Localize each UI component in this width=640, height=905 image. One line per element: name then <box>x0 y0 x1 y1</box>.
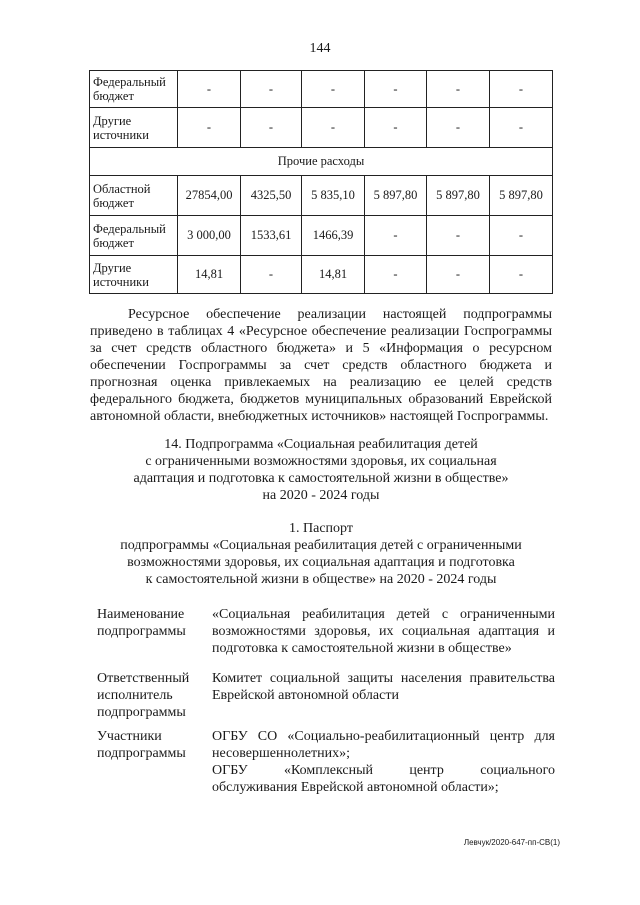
participant-word: социального <box>480 763 555 778</box>
participant-line: обслуживания Еврейской автономной области»; <box>212 780 499 795</box>
section-heading <box>90 436 552 504</box>
table-cell: 5 897,80 <box>427 176 490 216</box>
table-cell: - <box>490 71 553 108</box>
table-cell: 5 897,80 <box>490 176 553 216</box>
table-cell: 1533,61 <box>241 216 302 256</box>
table-row <box>90 71 553 108</box>
table-cell: - <box>178 71 241 108</box>
table-row <box>90 256 553 294</box>
table-cell: - <box>490 256 553 294</box>
table-section-row <box>90 148 553 176</box>
table-cell: 3 000,00 <box>178 216 241 256</box>
participant-line: ОГБУ СО «Социально-реабилитационный центр для несовершеннолетних»; <box>212 729 555 761</box>
subtitle-line: к самостоятельной жизни в обществе» на 2020 - 2024 годы <box>145 572 497 587</box>
footer-code: Левчук/2020-647-пп-СВ(1) <box>463 838 560 847</box>
table-cell: - <box>365 216 427 256</box>
heading-line: адаптация и подготовка к самостоятельной жизни в обществе» <box>133 471 509 486</box>
participant-line <box>212 762 555 779</box>
row-label: Областной бюджет <box>90 176 178 216</box>
table-cell: - <box>241 256 302 294</box>
table-cell: - <box>490 216 553 256</box>
table-cell: - <box>365 108 427 148</box>
heading-line: с ограниченными возможностями здоровья, их социальная <box>145 454 497 469</box>
table-cell: - <box>427 216 490 256</box>
budget-table <box>89 70 553 294</box>
table-cell: - <box>178 108 241 148</box>
resource-paragraph: Ресурсное обеспечение реализации настоящей подпрограммы приведено в таблицах 4 «Ресурсное обеспечение реализации Госпрограммы за счет средств областного бюджета» и 5 «Информация о ресурсном обеспечении Госпрограммы за счет средств областного бюджета и прогнозная оценка привлекаемых на реализацию ее целей средств федерального бюджета, бюджетов муниципальных образований Еврейской автономной области, внебюджетных источников» настоящей Госпрограммы. <box>90 307 552 424</box>
table-cell: 5 835,10 <box>302 176 365 216</box>
table-cell: - <box>427 71 490 108</box>
table-cell: - <box>302 108 365 148</box>
table-cell: - <box>365 71 427 108</box>
table-row <box>90 216 553 256</box>
table-cell: - <box>427 108 490 148</box>
row-label: Федеральный бюджет <box>90 71 178 108</box>
passport-value: Комитет социальной защиты населения правительства Еврейской автономной области <box>212 671 555 703</box>
passport-key: Ответственный исполнитель подпрограммы <box>97 671 190 720</box>
passport-value: «Социальная реабилитация детей с ограниченными возможностями здоровья, их социальная адаптация и подготовка к самостоятельной жизни в обществе» <box>212 607 555 656</box>
row-label: Другие источники <box>90 108 178 148</box>
table-cell: 4325,50 <box>241 176 302 216</box>
table-cell: 14,81 <box>178 256 241 294</box>
participant-word: ОГБУ <box>212 763 248 778</box>
participant-word: «Комплексный <box>284 763 373 778</box>
table-cell: 27854,00 <box>178 176 241 216</box>
table-cell: 1466,39 <box>302 216 365 256</box>
table-cell: - <box>241 71 302 108</box>
passport-value <box>212 728 555 796</box>
passport-key: Наименование подпрограммы <box>97 607 186 639</box>
table-cell: - <box>490 108 553 148</box>
row-label: Другие источники <box>90 256 178 294</box>
table-row <box>90 108 553 148</box>
passport-title: 1. Паспорт <box>289 521 353 536</box>
passport-subtitle <box>90 537 552 588</box>
subtitle-line: возможностями здоровья, их социальная адаптация и подготовка <box>127 555 515 570</box>
row-label: Федеральный бюджет <box>90 216 178 256</box>
heading-line: на 2020 - 2024 годы <box>262 488 380 503</box>
participant-word: центр <box>409 763 444 778</box>
table-cell: - <box>427 256 490 294</box>
subtitle-line: подпрограммы «Социальная реабилитация детей с ограниченными <box>120 538 522 553</box>
table-cell: - <box>365 256 427 294</box>
page-number: 144 <box>309 41 331 56</box>
table-cell: 5 897,80 <box>365 176 427 216</box>
heading-line: 14. Подпрограмма «Социальная реабилитация детей <box>164 437 478 452</box>
table-row <box>90 176 553 216</box>
table-cell: 14,81 <box>302 256 365 294</box>
table-cell: - <box>241 108 302 148</box>
table-cell: - <box>302 71 365 108</box>
passport-key: Участники подпрограммы <box>97 729 186 761</box>
section-title: Прочие расходы <box>90 148 553 176</box>
